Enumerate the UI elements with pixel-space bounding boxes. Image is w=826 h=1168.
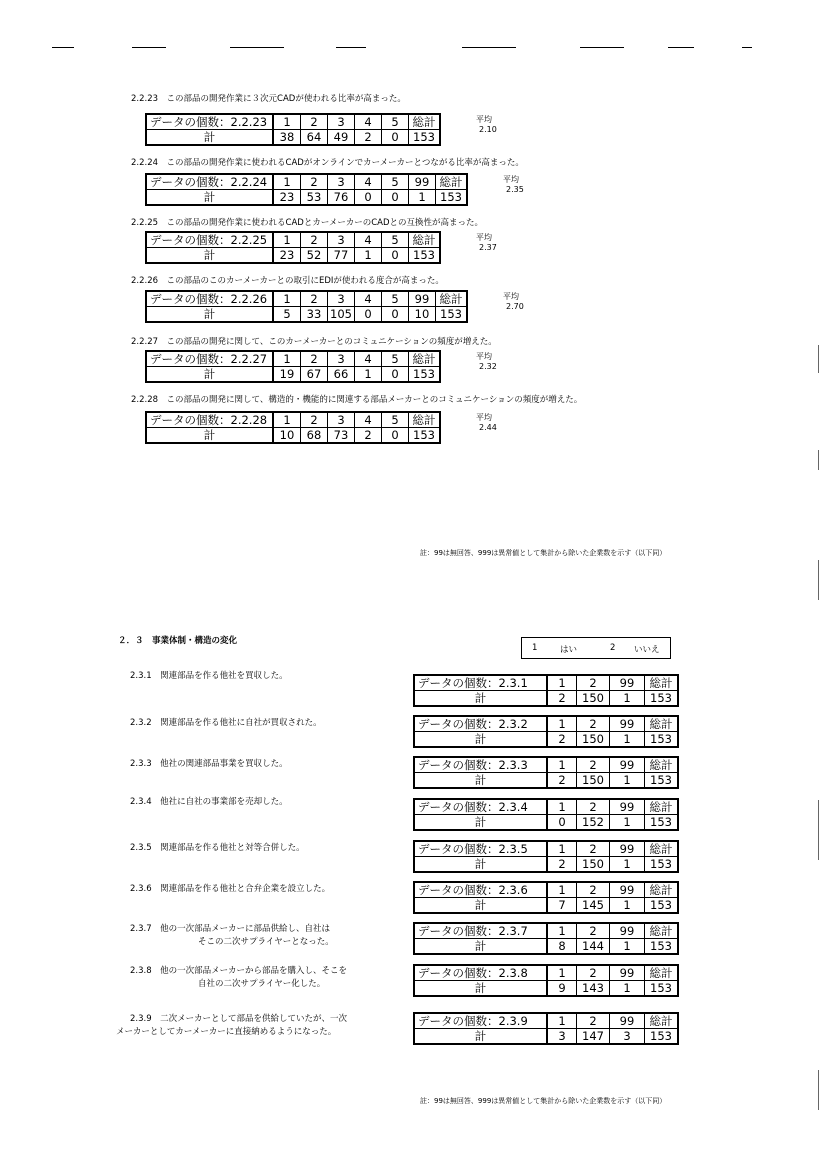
header-cell: 総計 — [645, 923, 679, 939]
table-header-row — [146, 232, 440, 248]
data-table — [413, 674, 679, 707]
table-header-row — [414, 882, 678, 898]
legend-key-2: 2 — [610, 643, 616, 653]
value-cell: 52 — [301, 248, 328, 264]
value-cell: 153 — [645, 691, 679, 707]
header-cell: 2 — [301, 351, 328, 367]
header-cell: 2 — [301, 232, 328, 248]
value-cell: 145 — [577, 898, 610, 914]
value-cell: 0 — [382, 248, 409, 264]
header-cell: 総計 — [436, 174, 468, 190]
value-cell: 10 — [409, 307, 436, 323]
value-cell: 2 — [547, 773, 577, 789]
header-cell: 1 — [547, 675, 577, 691]
header-cell: 総計 — [409, 412, 441, 428]
value-cell: 153 — [645, 898, 679, 914]
table-label: データの個数：2.2.23 — [146, 114, 273, 130]
scan-edge — [818, 345, 819, 373]
table-row — [414, 732, 678, 748]
value-cell: 0 — [547, 815, 577, 831]
header-cell: 99 — [610, 716, 645, 732]
question-text: 2.2.23 この部品の開発作業に３次元CADが使われる比率が高まった。 — [131, 94, 406, 104]
question-text: 2.3.6 関連部品を作る他社と合弁企業を設立した。 — [130, 884, 331, 894]
value-cell: 153 — [645, 939, 679, 955]
value-cell: 3 — [547, 1029, 577, 1045]
value-cell: 19 — [273, 367, 301, 383]
value-cell: 2 — [355, 428, 382, 444]
average-value: 2.44 — [479, 423, 497, 432]
value-cell: 2 — [355, 130, 382, 146]
table-header-row — [414, 1013, 678, 1029]
value-cell: 1 — [610, 981, 645, 997]
header-cell: 4 — [355, 174, 382, 190]
header-cell: 2 — [301, 412, 328, 428]
data-table — [413, 798, 679, 831]
table-header-row — [414, 799, 678, 815]
scan-edge — [818, 560, 819, 600]
header-cell: 99 — [409, 291, 436, 307]
value-cell: 150 — [577, 691, 610, 707]
row-label: 計 — [146, 307, 273, 323]
header-cell: 総計 — [645, 965, 679, 981]
table-label: データの個数：2.3.4 — [414, 799, 547, 815]
row-label: 計 — [414, 732, 547, 748]
header-cell: 2 — [577, 675, 610, 691]
data-table — [413, 756, 679, 789]
value-cell: 105 — [328, 307, 355, 323]
question-text: 2.2.24 この部品の開発作業に使われるCADがオンラインでカーメーカーとつながる比率が高まった。 — [131, 158, 524, 168]
table-label: データの個数：2.3.3 — [414, 757, 547, 773]
data-table — [413, 715, 679, 748]
value-cell: 0 — [382, 428, 409, 444]
value-cell: 33 — [301, 307, 328, 323]
table-label: データの個数：2.3.7 — [414, 923, 547, 939]
value-cell: 1 — [610, 773, 645, 789]
table-header-row — [146, 174, 467, 190]
header-cell: 1 — [547, 965, 577, 981]
average-block — [476, 233, 497, 253]
average-label: 平均 — [503, 292, 519, 301]
header-cell: 総計 — [645, 1013, 679, 1029]
scan-edge — [818, 1070, 819, 1110]
value-cell: 9 — [547, 981, 577, 997]
header-cell: 99 — [409, 174, 436, 190]
value-cell: 0 — [382, 307, 409, 323]
average-label: 平均 — [503, 175, 519, 184]
value-cell: 152 — [577, 815, 610, 831]
header-cell: 5 — [382, 114, 409, 130]
legend-value-no: いいえ — [634, 645, 660, 655]
row-label: 計 — [414, 857, 547, 873]
value-cell: 153 — [409, 428, 441, 444]
header-cell: 99 — [610, 882, 645, 898]
average-value: 2.70 — [506, 302, 524, 311]
table-header-row — [414, 965, 678, 981]
table-row — [146, 248, 440, 264]
value-cell: 0 — [382, 190, 409, 206]
data-table — [145, 350, 441, 383]
legend-key-1: 1 — [532, 643, 538, 653]
question-text: 2.2.28 この部品の開発に関して、構造的・機能的に関連する部品メーカーとのコミュニケーションの頻度が増えた。 — [131, 395, 583, 405]
header-cell: 1 — [547, 882, 577, 898]
average-value: 2.37 — [479, 243, 497, 252]
scan-artifact — [230, 47, 284, 48]
value-cell: 1 — [355, 367, 382, 383]
question-text: 2.2.25 この部品の開発作業に使われるCADとカーメーカーのCADとの互換性が高まった。 — [131, 218, 484, 228]
value-cell: 77 — [328, 248, 355, 264]
value-cell: 2 — [547, 732, 577, 748]
header-cell: 5 — [382, 291, 409, 307]
table-header-row — [146, 291, 467, 307]
value-cell: 3 — [610, 1029, 645, 1045]
question-text-continued: そこの二次サプライヤーとなった。 — [198, 937, 334, 947]
value-cell: 76 — [328, 190, 355, 206]
row-label: 計 — [414, 939, 547, 955]
table-label: データの個数：2.3.8 — [414, 965, 547, 981]
scan-artifact — [668, 47, 694, 48]
table-row — [414, 1029, 678, 1045]
value-cell: 1 — [355, 248, 382, 264]
header-cell: 総計 — [645, 799, 679, 815]
value-cell: 7 — [547, 898, 577, 914]
value-cell: 153 — [409, 130, 441, 146]
table-row — [146, 428, 440, 444]
question-text: 2.3.9 二次メーカーとして部品を供給していたが、一次 — [130, 1014, 347, 1024]
scan-artifact — [52, 47, 74, 48]
table-label: データの個数：2.2.26 — [146, 291, 273, 307]
table-label: データの個数：2.3.9 — [414, 1013, 547, 1029]
header-cell: 総計 — [645, 757, 679, 773]
header-cell: 総計 — [409, 351, 441, 367]
average-value: 2.10 — [479, 125, 497, 134]
row-label: 計 — [414, 981, 547, 997]
row-label: 計 — [146, 248, 273, 264]
header-cell: 1 — [273, 351, 301, 367]
value-cell: 153 — [409, 248, 441, 264]
question-text-continued: 自社の二次サプライヤー化した。 — [198, 979, 326, 989]
value-cell: 64 — [301, 130, 328, 146]
data-table — [413, 1012, 679, 1045]
header-cell: 2 — [301, 114, 328, 130]
table-label: データの個数：2.3.1 — [414, 675, 547, 691]
data-table — [413, 840, 679, 873]
header-cell: 4 — [355, 232, 382, 248]
average-label: 平均 — [476, 115, 492, 124]
header-cell: 総計 — [409, 114, 441, 130]
header-cell: 総計 — [645, 675, 679, 691]
average-block — [476, 413, 497, 433]
question-text: 2.3.5 関連部品を作る他社と対等合併した。 — [130, 843, 305, 853]
data-table — [145, 411, 441, 444]
table-row — [414, 773, 678, 789]
header-cell: 99 — [610, 923, 645, 939]
header-cell: 総計 — [409, 232, 441, 248]
value-cell: 153 — [645, 815, 679, 831]
table-row — [414, 815, 678, 831]
header-cell: 2 — [577, 799, 610, 815]
scan-artifact — [580, 47, 624, 48]
answer-legend — [521, 637, 671, 659]
header-cell: 5 — [382, 174, 409, 190]
header-cell: 2 — [577, 757, 610, 773]
header-cell: 1 — [547, 716, 577, 732]
header-cell: 総計 — [645, 841, 679, 857]
table-header-row — [146, 114, 440, 130]
data-table — [145, 290, 468, 323]
data-table — [145, 231, 441, 264]
header-cell: 99 — [610, 965, 645, 981]
value-cell: 1 — [610, 815, 645, 831]
header-cell: 総計 — [436, 291, 468, 307]
scan-edge — [818, 450, 819, 470]
average-block — [503, 292, 524, 312]
table-row — [414, 898, 678, 914]
scan-artifact — [336, 47, 366, 48]
value-cell: 153 — [645, 732, 679, 748]
table-row — [414, 981, 678, 997]
scan-artifact — [462, 47, 516, 48]
header-cell: 1 — [547, 1013, 577, 1029]
average-value: 2.32 — [479, 362, 497, 371]
header-cell: 2 — [301, 174, 328, 190]
footnote-bottom: 註：99は無回答、999は異常値として集計から除いた企業数を示す（以下同） — [420, 1097, 667, 1105]
header-cell: 1 — [547, 841, 577, 857]
header-cell: 1 — [273, 232, 301, 248]
value-cell: 1 — [610, 898, 645, 914]
table-row — [414, 691, 678, 707]
average-label: 平均 — [476, 352, 492, 361]
value-cell: 0 — [355, 307, 382, 323]
header-cell: 1 — [547, 923, 577, 939]
header-cell: 5 — [382, 412, 409, 428]
header-cell: 4 — [355, 114, 382, 130]
value-cell: 10 — [273, 428, 301, 444]
table-row — [146, 307, 467, 323]
table-label: データの個数：2.3.5 — [414, 841, 547, 857]
value-cell: 0 — [382, 130, 409, 146]
scan-artifact — [132, 47, 166, 48]
header-cell: 1 — [273, 174, 301, 190]
table-label: データの個数：2.2.27 — [146, 351, 273, 367]
value-cell: 23 — [273, 248, 301, 264]
header-cell: 99 — [610, 1013, 645, 1029]
header-cell: 4 — [355, 412, 382, 428]
question-text: 2.3.2 関連部品を作る他社に自社が買収された。 — [130, 718, 322, 728]
value-cell: 1 — [610, 732, 645, 748]
question-text: 2.3.7 他の一次部品メーカーに部品供給し、自社は — [130, 924, 330, 934]
value-cell: 153 — [409, 367, 441, 383]
header-cell: 99 — [610, 799, 645, 815]
header-cell: 4 — [355, 351, 382, 367]
table-label: データの個数：2.2.24 — [146, 174, 273, 190]
data-table — [145, 113, 441, 146]
header-cell: 3 — [328, 351, 355, 367]
header-cell: 2 — [577, 716, 610, 732]
row-label: 計 — [414, 1029, 547, 1045]
question-text: 2.3.8 他の一次部品メーカーから部品を購入し、そこを — [130, 966, 347, 976]
header-cell: 3 — [328, 412, 355, 428]
value-cell: 5 — [273, 307, 301, 323]
header-cell: 5 — [382, 232, 409, 248]
value-cell: 2 — [547, 857, 577, 873]
header-cell: 3 — [328, 291, 355, 307]
row-label: 計 — [414, 691, 547, 707]
data-table — [413, 881, 679, 914]
value-cell: 1 — [610, 939, 645, 955]
average-block — [476, 352, 497, 372]
header-cell: 2 — [577, 882, 610, 898]
table-label: データの個数：2.3.2 — [414, 716, 547, 732]
value-cell: 68 — [301, 428, 328, 444]
value-cell: 144 — [577, 939, 610, 955]
header-cell: 1 — [273, 114, 301, 130]
table-label: データの個数：2.2.25 — [146, 232, 273, 248]
row-label: 計 — [146, 130, 273, 146]
header-cell: 1 — [273, 412, 301, 428]
header-cell: 3 — [328, 232, 355, 248]
value-cell: 73 — [328, 428, 355, 444]
average-value: 2.35 — [506, 185, 524, 194]
header-cell: 1 — [547, 799, 577, 815]
value-cell: 153 — [645, 773, 679, 789]
scan-artifact — [742, 47, 752, 48]
value-cell: 147 — [577, 1029, 610, 1045]
value-cell: 150 — [577, 857, 610, 873]
question-text: 2.2.26 この部品のこのカーメーカーとの取引にEDIが使われる度合が高まった。 — [131, 276, 444, 286]
section-heading: ２．３ 事業体制・構造の変化 — [118, 636, 238, 646]
row-label: 計 — [414, 898, 547, 914]
scan-edge — [818, 800, 819, 860]
row-label: 計 — [414, 815, 547, 831]
value-cell: 2 — [547, 691, 577, 707]
value-cell: 150 — [577, 732, 610, 748]
header-cell: 1 — [273, 291, 301, 307]
average-label: 平均 — [476, 413, 492, 422]
value-cell: 23 — [273, 190, 301, 206]
row-label: 計 — [414, 773, 547, 789]
header-cell: 2 — [577, 1013, 610, 1029]
header-cell: 5 — [382, 351, 409, 367]
header-cell: 3 — [328, 174, 355, 190]
header-cell: 99 — [610, 675, 645, 691]
average-block — [503, 175, 524, 195]
value-cell: 153 — [436, 307, 468, 323]
header-cell: 2 — [301, 291, 328, 307]
table-row — [146, 190, 467, 206]
question-text: 2.3.4 他社に自社の事業部を売却した。 — [130, 797, 288, 807]
table-label: データの個数：2.3.6 — [414, 882, 547, 898]
header-cell: 2 — [577, 841, 610, 857]
footnote-top: 註：99は無回答、999は異常値として集計から除いた企業数を示す（以下同） — [420, 549, 667, 557]
value-cell: 150 — [577, 773, 610, 789]
header-cell: 4 — [355, 291, 382, 307]
table-header-row — [146, 351, 440, 367]
question-text-continued: メーカーとしてカーメーカーに直接納めるようになった。 — [116, 1027, 337, 1037]
legend-value-yes: はい — [560, 645, 578, 655]
average-label: 平均 — [476, 233, 492, 242]
value-cell: 1 — [610, 691, 645, 707]
header-cell: 総計 — [645, 882, 679, 898]
value-cell: 1 — [409, 190, 436, 206]
value-cell: 153 — [645, 1029, 679, 1045]
data-table — [413, 922, 679, 955]
value-cell: 53 — [301, 190, 328, 206]
value-cell: 49 — [328, 130, 355, 146]
data-table — [413, 964, 679, 997]
header-cell: 99 — [610, 841, 645, 857]
header-cell: 2 — [577, 965, 610, 981]
table-label: データの個数：2.2.28 — [146, 412, 273, 428]
table-row — [146, 367, 440, 383]
value-cell: 153 — [645, 857, 679, 873]
value-cell: 0 — [382, 367, 409, 383]
average-block — [476, 115, 497, 135]
value-cell: 153 — [645, 981, 679, 997]
data-table — [145, 173, 468, 206]
table-header-row — [146, 412, 440, 428]
row-label: 計 — [146, 367, 273, 383]
header-cell: 総計 — [645, 716, 679, 732]
question-text: 2.3.3 他社の関連部品事業を買収した。 — [130, 759, 288, 769]
header-cell: 3 — [328, 114, 355, 130]
value-cell: 8 — [547, 939, 577, 955]
value-cell: 153 — [436, 190, 468, 206]
header-cell: 2 — [577, 923, 610, 939]
row-label: 計 — [146, 190, 273, 206]
value-cell: 143 — [577, 981, 610, 997]
table-header-row — [414, 716, 678, 732]
value-cell: 38 — [273, 130, 301, 146]
row-label: 計 — [146, 428, 273, 444]
table-header-row — [414, 675, 678, 691]
value-cell: 66 — [328, 367, 355, 383]
table-header-row — [414, 757, 678, 773]
question-text: 2.3.1 関連部品を作る他社を買収した。 — [130, 671, 288, 681]
value-cell: 1 — [610, 857, 645, 873]
table-header-row — [414, 923, 678, 939]
value-cell: 0 — [355, 190, 382, 206]
table-header-row — [414, 841, 678, 857]
table-row — [414, 939, 678, 955]
table-row — [414, 857, 678, 873]
value-cell: 67 — [301, 367, 328, 383]
header-cell: 1 — [547, 757, 577, 773]
header-cell: 99 — [610, 757, 645, 773]
table-row — [146, 130, 440, 146]
question-text: 2.2.27 この部品の開発に関して、このカーメーカーとのコミュニケーションの頻度が増えた。 — [131, 337, 497, 347]
